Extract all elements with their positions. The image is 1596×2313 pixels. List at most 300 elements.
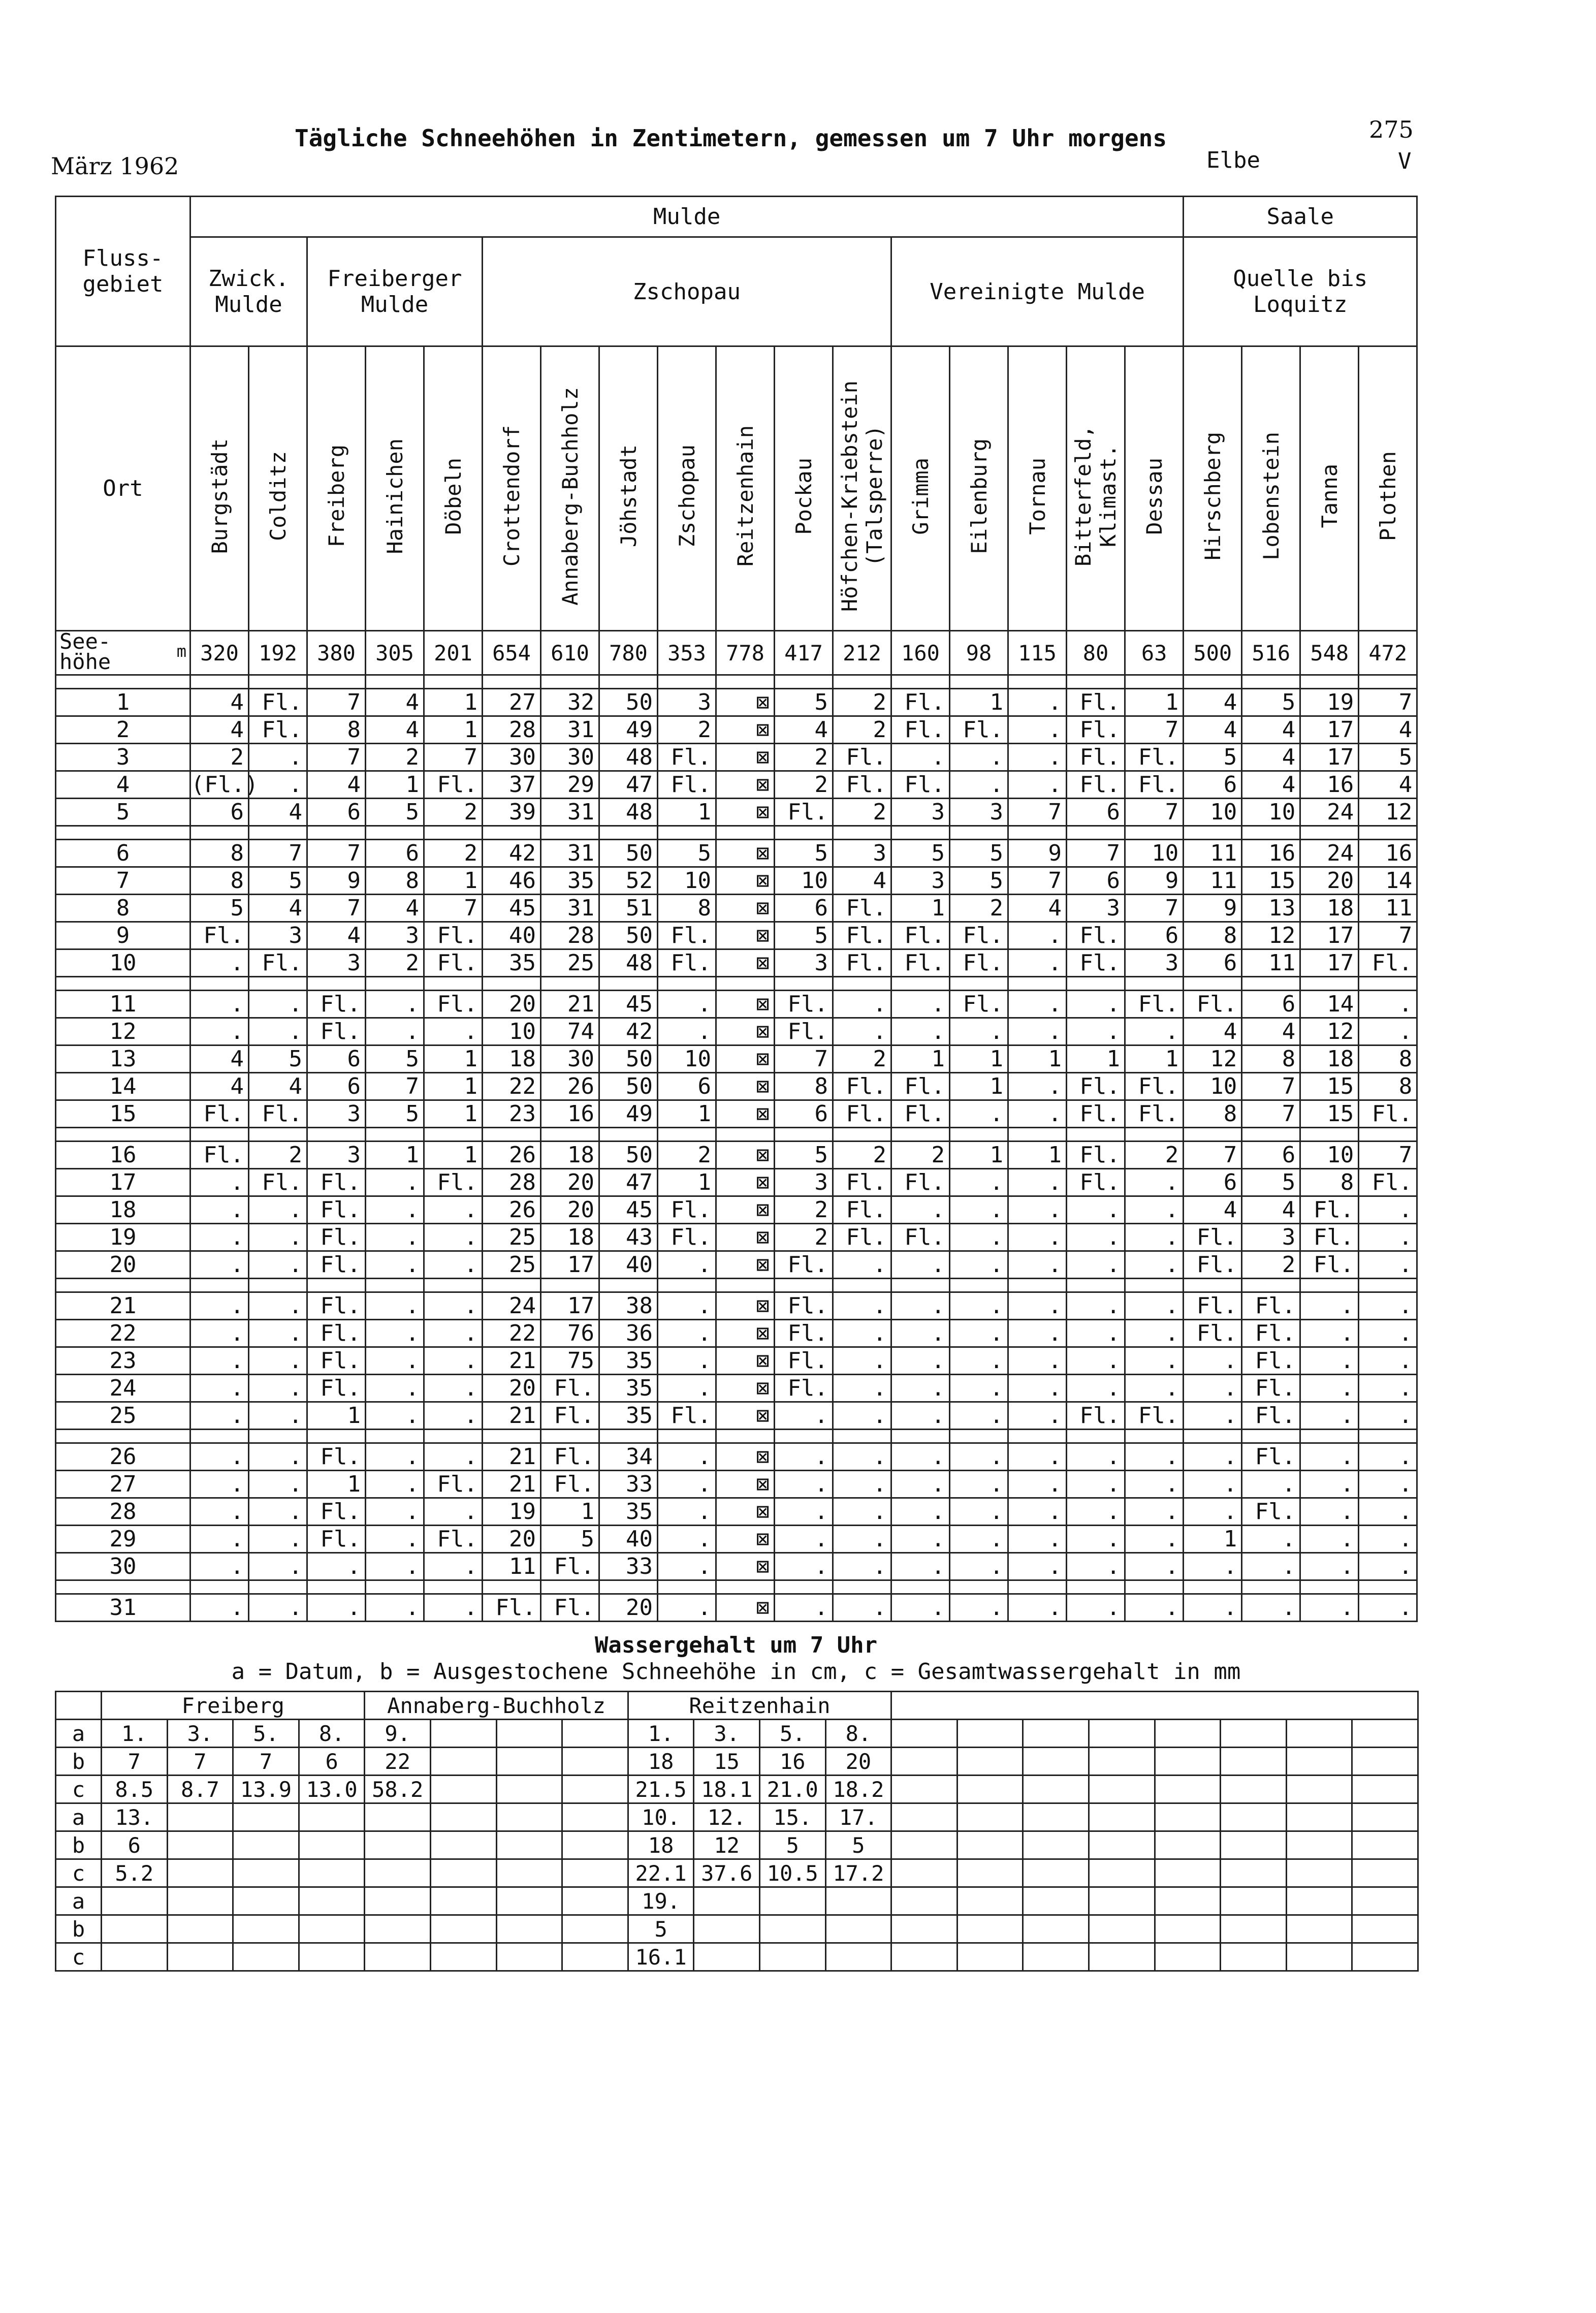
snow-depth-cell: .	[424, 1292, 483, 1320]
snow-depth-cell: 5	[190, 895, 249, 922]
snow-depth-cell: .	[775, 1402, 833, 1430]
water-cell: 7	[102, 1748, 168, 1776]
snow-depth-cell: .	[424, 1224, 483, 1251]
water-cell	[1286, 1776, 1352, 1803]
water-row-label: a	[56, 1803, 102, 1831]
spacer-cell	[541, 1279, 599, 1292]
snow-depth-cell: .	[1125, 1196, 1184, 1224]
water-row-label: b	[56, 1748, 102, 1776]
snow-depth-cell: .	[1359, 1224, 1417, 1251]
spacer-cell	[1242, 1430, 1300, 1443]
spacer-cell	[599, 977, 658, 991]
spacer-cell	[716, 826, 775, 840]
snow-depth-cell: .	[249, 1553, 307, 1580]
snow-depth-cell: 17	[1300, 949, 1359, 977]
snow-depth-cell: Fl.	[1125, 771, 1184, 799]
day-number: 13	[56, 1045, 190, 1073]
snow-depth-cell: 4	[190, 689, 249, 716]
snow-depth-cell: Fl.	[1067, 771, 1125, 799]
snow-depth-cell: 1	[658, 1100, 716, 1128]
water-cell	[1089, 1859, 1155, 1887]
water-cell	[1155, 1915, 1221, 1943]
water-cell	[1155, 1803, 1221, 1831]
snow-depth-cell: .	[1359, 1018, 1417, 1045]
spacer-cell	[950, 675, 1008, 689]
day-number: 29	[56, 1526, 190, 1553]
snow-depth-cell: 30	[483, 744, 541, 771]
snow-depth-cell: .	[1300, 1526, 1359, 1553]
water-cell	[496, 1943, 562, 1971]
spacer-cell	[190, 1279, 249, 1292]
water-cell: 10.5	[759, 1859, 825, 1887]
spacer-cell	[190, 1430, 249, 1443]
snow-depth-cell: .	[1067, 991, 1125, 1018]
snow-depth-cell: ⊠	[716, 716, 775, 744]
snow-depth-cell: (Fl.)	[191, 772, 259, 798]
snow-depth-cell: 12	[1242, 922, 1300, 949]
snow-depth-cell: Fl.	[424, 1526, 483, 1553]
water-cell	[1286, 1748, 1352, 1776]
snow-depth-cell: ⊠	[716, 1320, 775, 1347]
snow-depth-cell: 7	[1125, 716, 1184, 744]
spacer-cell	[950, 1279, 1008, 1292]
spacer-cell	[56, 826, 190, 840]
snow-depth-cell: Fl.	[307, 1169, 366, 1196]
snow-depth-cell: 35	[541, 867, 599, 895]
snow-depth-cell: .	[249, 771, 307, 799]
station-name: Freiberg	[324, 445, 349, 548]
snow-depth-cell: 20	[1300, 867, 1359, 895]
snow-depth-cell: .	[950, 1347, 1008, 1375]
snow-depth-cell: 10	[1125, 840, 1184, 867]
snow-depth-cell: 6	[307, 799, 366, 826]
snow-depth-cell: .	[1067, 1224, 1125, 1251]
snow-depth-cell: .	[366, 1553, 424, 1580]
snow-depth-cell: .	[190, 1402, 249, 1430]
snow-depth-cell: .	[1067, 1320, 1125, 1347]
snow-depth-cell: 5	[1242, 689, 1300, 716]
volume-label: V	[1398, 148, 1412, 174]
snow-depth-cell: .	[190, 1347, 249, 1375]
snow-depth-cell: .	[1300, 1347, 1359, 1375]
station-header	[1125, 346, 1184, 631]
station-name: Jöhstadt	[616, 445, 641, 548]
snow-depth-cell: Fl.	[483, 1594, 541, 1622]
water-row	[56, 1831, 1418, 1859]
snow-depth-cell: 50	[599, 922, 658, 949]
station-name: Hirschberg	[1200, 432, 1225, 560]
spacer-cell	[1067, 977, 1125, 991]
snow-depth-cell: .	[950, 1553, 1008, 1580]
snow-depth-cell: .	[1067, 1196, 1125, 1224]
snow-depth-cell: .	[1125, 1553, 1184, 1580]
snow-depth-cell: 18	[1300, 1045, 1359, 1073]
spacer-cell	[1067, 826, 1125, 840]
snow-depth-cell: .	[190, 1471, 249, 1498]
station-header	[1008, 346, 1067, 631]
water-cell	[1352, 1720, 1418, 1748]
day-row	[56, 1142, 1417, 1169]
water-cell	[1155, 1943, 1221, 1971]
snow-depth-cell: 7	[424, 895, 483, 922]
day-number: 30	[56, 1553, 190, 1580]
spacer-cell	[1359, 977, 1417, 991]
snow-depth-cell: Fl.	[541, 1471, 599, 1498]
snow-depth-cell: .	[190, 1251, 249, 1279]
spacer-cell	[483, 1279, 541, 1292]
snow-depth-cell: 4	[1242, 1196, 1300, 1224]
snow-depth-cell: 5	[950, 867, 1008, 895]
snow-depth-cell: 4	[249, 1073, 307, 1100]
water-cell	[365, 1915, 431, 1943]
snow-depth-cell: Fl.	[950, 922, 1008, 949]
snow-depth-cell: 4	[190, 1073, 249, 1100]
day-row	[56, 1018, 1417, 1045]
station-elevation: 115	[1008, 631, 1067, 675]
snow-depth-cell: .	[1359, 991, 1417, 1018]
water-cell	[102, 1887, 168, 1915]
station-header	[1184, 346, 1242, 631]
snow-depth-cell: 21	[541, 991, 599, 1018]
day-number: 6	[56, 840, 190, 867]
water-cell	[1352, 1887, 1418, 1915]
day-number: 2	[56, 716, 190, 744]
day-number: 21	[56, 1292, 190, 1320]
snow-depth-cell: 46	[483, 867, 541, 895]
water-content-title: Wassergehalt um 7 Uhr	[594, 1632, 878, 1658]
snow-depth-cell: 7	[775, 1045, 833, 1073]
spacer-cell	[775, 1580, 833, 1594]
day-number: 26	[56, 1443, 190, 1471]
snow-depth-cell: Fl.	[249, 1100, 307, 1128]
snow-depth-cell: 40	[599, 1251, 658, 1279]
snow-depth-cell: 4	[1242, 744, 1300, 771]
snow-depth-cell: Fl.	[891, 771, 950, 799]
station-elevation: 63	[1125, 631, 1184, 675]
snow-depth-cell: 7	[1242, 1100, 1300, 1128]
station-elevation: 192	[249, 631, 307, 675]
snow-depth-cell: Fl.	[1242, 1347, 1300, 1375]
spacer-cell	[1184, 977, 1242, 991]
snow-depth-cell: 16	[541, 1100, 599, 1128]
water-cell: 22	[365, 1748, 431, 1776]
spacer-cell	[1067, 1128, 1125, 1142]
day-row	[56, 1498, 1417, 1526]
wg-station-reitzenhain: Reitzenhain	[628, 1692, 891, 1720]
snow-depth-cell: 16	[1359, 840, 1417, 867]
spacer-cell	[775, 1430, 833, 1443]
snow-depth-cell: 15	[1300, 1073, 1359, 1100]
snow-depth-cell: 4	[1359, 771, 1417, 799]
snow-depth-cell: ⊠	[716, 840, 775, 867]
snow-depth-cell: 40	[483, 922, 541, 949]
spacer-cell	[541, 1580, 599, 1594]
spacer-cell	[541, 1430, 599, 1443]
snow-depth-cell: 35	[599, 1402, 658, 1430]
snow-depth-cell: 47	[599, 1169, 658, 1196]
snow-depth-cell: .	[1300, 1553, 1359, 1580]
snow-depth-cell: 30	[541, 1045, 599, 1073]
snow-depth-cell: 50	[599, 689, 658, 716]
water-cell	[825, 1887, 891, 1915]
snow-depth-cell: .	[1067, 1347, 1125, 1375]
snow-depth-cell: Fl.	[307, 1018, 366, 1045]
snow-depth-cell: 19	[1300, 689, 1359, 716]
water-cell	[1221, 1803, 1287, 1831]
snow-depth-cell: .	[190, 1196, 249, 1224]
snow-depth-cell: 8	[307, 716, 366, 744]
water-cell	[431, 1720, 497, 1748]
snow-depth-cell: 1	[1008, 1045, 1067, 1073]
snow-depth-cell: Fl.	[833, 1100, 891, 1128]
snow-depth-cell: 31	[541, 716, 599, 744]
day-row	[56, 1196, 1417, 1224]
snow-depth-cell: .	[249, 1375, 307, 1402]
snow-depth-cell: 2	[658, 1142, 716, 1169]
spacer-cell	[366, 1128, 424, 1142]
snow-depth-cell: .	[891, 1292, 950, 1320]
snow-depth-cell: .	[1359, 1553, 1417, 1580]
water-cell: 21.5	[628, 1776, 694, 1803]
snow-depth-cell: 7	[1184, 1142, 1242, 1169]
snow-depth-cell: .	[249, 1196, 307, 1224]
spacer-cell	[891, 1279, 950, 1292]
snow-depth-cell: 21	[483, 1471, 541, 1498]
spacer-cell	[1300, 1279, 1359, 1292]
water-cell	[299, 1803, 365, 1831]
snow-depth-cell: .	[658, 1443, 716, 1471]
spacer-cell	[658, 826, 716, 840]
day-row	[56, 1375, 1417, 1402]
day-row	[56, 1169, 1417, 1196]
station-header	[1067, 346, 1125, 631]
snow-depth-cell: .	[1125, 1320, 1184, 1347]
spacer-cell	[775, 826, 833, 840]
spacer-cell	[1008, 977, 1067, 991]
snow-depth-cell: .	[1184, 1443, 1242, 1471]
spacer-cell	[1125, 826, 1184, 840]
station-name: Dessau	[1141, 457, 1167, 535]
water-row-label: b	[56, 1831, 102, 1859]
snow-depth-cell: 17	[1300, 744, 1359, 771]
snow-depth-cell: 3	[891, 867, 950, 895]
snow-depth-cell: Fl.	[424, 991, 483, 1018]
snow-depth-cell: 39	[483, 799, 541, 826]
snow-depth-cell: 7	[1359, 1142, 1417, 1169]
snow-depth-cell: ⊠	[716, 1553, 775, 1580]
water-cell	[891, 1776, 957, 1803]
spacer-cell	[1184, 1580, 1242, 1594]
snow-depth-cell: 5	[249, 867, 307, 895]
spacer-cell	[56, 1430, 190, 1443]
snow-depth-cell: 3	[1067, 895, 1125, 922]
day-number: 17	[56, 1169, 190, 1196]
spacer-cell	[249, 977, 307, 991]
spacer-cell	[950, 977, 1008, 991]
snow-depth-cell: 43	[599, 1224, 658, 1251]
day-number: 10	[56, 949, 190, 977]
water-cell	[167, 1887, 233, 1915]
snow-depth-cell: .	[1359, 1292, 1417, 1320]
snow-depth-cell: .	[190, 1018, 249, 1045]
snow-depth-cell: 35	[599, 1375, 658, 1402]
station-elevation: 320	[190, 631, 249, 675]
water-cell: 22.1	[628, 1859, 694, 1887]
water-cell	[694, 1943, 760, 1971]
snow-depth-cell: 10	[658, 867, 716, 895]
day-row	[56, 1553, 1417, 1580]
snow-depth-cell: 20	[541, 1196, 599, 1224]
snow-depth-cell: 11	[483, 1553, 541, 1580]
day-number: 15	[56, 1100, 190, 1128]
snow-depth-cell: 7	[366, 1073, 424, 1100]
snow-depth-cell: .	[249, 1018, 307, 1045]
water-cell	[1286, 1915, 1352, 1943]
snow-depth-cell: 7	[307, 840, 366, 867]
spacer-cell	[307, 675, 366, 689]
spacer-cell	[1184, 1430, 1242, 1443]
snow-depth-cell: 3	[658, 689, 716, 716]
snow-depth-cell: .	[891, 744, 950, 771]
snow-depth-cell: Fl.	[1300, 1224, 1359, 1251]
water-cell	[891, 1915, 957, 1943]
snow-depth-cell: .	[833, 1018, 891, 1045]
snow-depth-cell: Fl.	[775, 1018, 833, 1045]
snow-depth-cell: 4	[1242, 1018, 1300, 1045]
spacer-cell	[483, 1430, 541, 1443]
day-number: 7	[56, 867, 190, 895]
snow-depth-cell: .	[891, 991, 950, 1018]
snow-depth-cell: .	[366, 1402, 424, 1430]
snow-depth-cell: 6	[1242, 991, 1300, 1018]
spacer-cell	[1300, 826, 1359, 840]
snow-depth-cell: 3	[891, 799, 950, 826]
snow-depth-cell: .	[950, 1169, 1008, 1196]
flussgebiet-header: Fluss- gebiet	[56, 197, 190, 346]
snow-depth-cell: .	[1008, 1347, 1067, 1375]
snow-depth-cell: 25	[483, 1251, 541, 1279]
spacer-cell	[891, 1580, 950, 1594]
snow-depth-cell: .	[1184, 1498, 1242, 1526]
water-cell	[1089, 1748, 1155, 1776]
snow-depth-cell: 4	[307, 922, 366, 949]
snow-depth-cell: 17	[541, 1251, 599, 1279]
snow-depth-cell: 1	[1008, 1142, 1067, 1169]
water-cell	[562, 1748, 628, 1776]
snow-depth-cell: 17	[1300, 922, 1359, 949]
snow-depth-cell: 3	[307, 1100, 366, 1128]
water-cell	[1352, 1831, 1418, 1859]
snow-depth-cell: 2	[1125, 1142, 1184, 1169]
spacer-cell	[891, 1430, 950, 1443]
spacer-cell	[190, 977, 249, 991]
spacer-cell	[950, 1430, 1008, 1443]
station-elevation: 80	[1067, 631, 1125, 675]
snow-depth-cell: Fl.	[1067, 1073, 1125, 1100]
snow-depth-cell: .	[190, 1375, 249, 1402]
spacer-cell	[483, 977, 541, 991]
day-number: 24	[56, 1375, 190, 1402]
snow-depth-cell: Fl.	[1359, 1169, 1417, 1196]
snow-depth-cell: Fl.	[891, 716, 950, 744]
spacer-cell	[249, 826, 307, 840]
wg-station-freiberg: Freiberg	[102, 1692, 365, 1720]
spacer-cell	[1184, 1128, 1242, 1142]
snow-depth-cell: 20	[599, 1594, 658, 1622]
snow-depth-cell: 1	[424, 1100, 483, 1128]
water-cell: 8.5	[102, 1776, 168, 1803]
day-number: 16	[56, 1142, 190, 1169]
water-cell	[957, 1831, 1023, 1859]
day-row	[56, 867, 1417, 895]
snow-depth-cell: 28	[483, 716, 541, 744]
snow-depth-cell: .	[1125, 1292, 1184, 1320]
snow-depth-cell: .	[1184, 1471, 1242, 1498]
snow-depth-cell: .	[1008, 1251, 1067, 1279]
water-cell	[891, 1943, 957, 1971]
snow-depth-cell: 4	[833, 867, 891, 895]
snow-depth-cell: Fl.	[190, 1100, 249, 1128]
snow-depth-cell: .	[950, 771, 1008, 799]
snow-depth-cell: Fl.	[775, 1347, 833, 1375]
water-cell	[299, 1887, 365, 1915]
water-cell	[562, 1720, 628, 1748]
spacer-cell	[483, 1580, 541, 1594]
snow-depth-cell: 9	[1125, 867, 1184, 895]
snow-depth-cell: 8	[190, 867, 249, 895]
snow-depth-cell: 7	[1067, 840, 1125, 867]
snow-depth-cell: .	[1125, 1375, 1184, 1402]
snow-depth-cell: 2	[775, 771, 833, 799]
water-cell	[1155, 1887, 1221, 1915]
snow-depth-cell: .	[1125, 1443, 1184, 1471]
snow-depth-cell: 74	[541, 1018, 599, 1045]
snow-depth-cell: 1	[424, 1142, 483, 1169]
snow-depth-cell: Fl.	[891, 922, 950, 949]
snow-depth-cell: 4	[190, 1045, 249, 1073]
water-cell	[562, 1915, 628, 1943]
water-cell	[1089, 1887, 1155, 1915]
snow-depth-cell: Fl.	[891, 949, 950, 977]
station-elevation: 353	[658, 631, 716, 675]
river-group-saale: Saale	[1184, 197, 1417, 237]
water-content-legend: a = Datum, b = Ausgestochene Schneehöhe in cm, c = Gesamtwassergehalt in mm	[231, 1659, 1241, 1685]
snow-depth-cell: .	[950, 1471, 1008, 1498]
snow-depth-cell: 14	[1359, 867, 1417, 895]
spacer-cell	[1008, 1128, 1067, 1142]
snow-depth-cell: 3	[249, 922, 307, 949]
snow-depth-cell: .	[307, 1594, 366, 1622]
spacer-cell	[599, 826, 658, 840]
snow-depth-cell: 3	[775, 1169, 833, 1196]
snow-depth-cell: .	[1067, 1553, 1125, 1580]
snow-depth-cell: 16	[1242, 840, 1300, 867]
snow-depth-cell: 7	[1125, 799, 1184, 826]
spacer-cell	[1300, 977, 1359, 991]
water-row-label: a	[56, 1887, 102, 1915]
snow-depth-cell: .	[658, 1251, 716, 1279]
snow-depth-cell: 31	[541, 895, 599, 922]
spacer-cell	[1008, 675, 1067, 689]
snow-depth-cell: 13	[1242, 895, 1300, 922]
water-cell: 5.	[759, 1720, 825, 1748]
day-row	[56, 1347, 1417, 1375]
snow-depth-cell: 8	[190, 840, 249, 867]
snow-depth-cell: .	[1359, 1347, 1417, 1375]
snow-depth-cell: .	[366, 1018, 424, 1045]
snow-depth-cell: 1	[424, 1073, 483, 1100]
water-cell	[431, 1803, 497, 1831]
